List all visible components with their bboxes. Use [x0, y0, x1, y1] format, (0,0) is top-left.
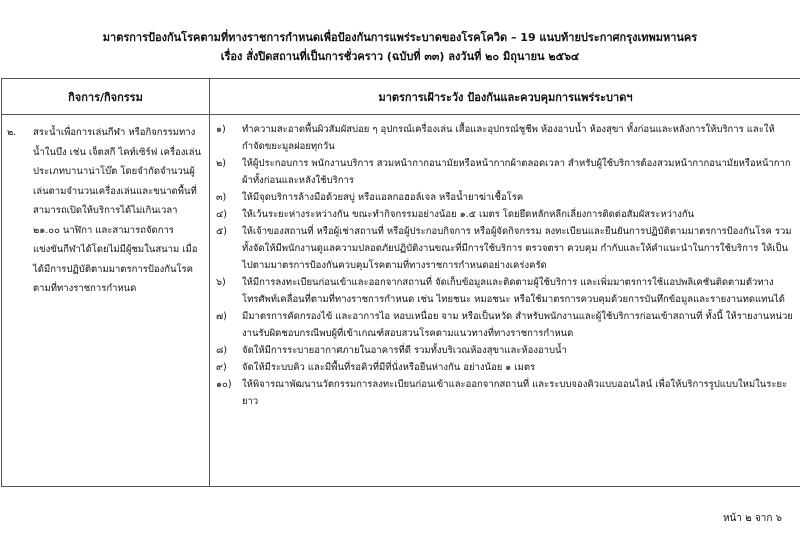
- measure-text: ให้เจ้าของสถานที่ หรือผู้เช่าสถานที่ หรือผู้ประกอบกิจการ หรือผู้จัดกิจกรรม ลงทะเบียนและยืนยันการปฏิบัติตามมาตรการป้องกันโรค รวมทั้งจัดให้มีพนักงานดูแลความปลอดภัยปฏิบัติงานขณะที่มีการใช้บริการ ตรวจตรา ควบคุม กำกับและให้คำแนะนำในการใช้บริการ ให้เป็นไปตามมาตรการป้องกันควบคุมโรคตามที่ทางราชการกำหนดอย่างเคร่งครัด: [242, 226, 792, 271]
- measure-text: ให้เว้นระยะห่างระหว่างกัน ขณะทำกิจกรรมอย่างน้อย ๑.๕ เมตร โดยยึดหลักหลีกเลี่ยงการติดต่อสัมผัสระหว่างกัน: [242, 209, 695, 220]
- activity-number: ๒.: [7, 127, 17, 138]
- measure-item: [216, 359, 793, 376]
- column-header-activity: กิจการ/กิจกรรม: [2, 79, 210, 115]
- measure-number: ๑): [216, 124, 226, 135]
- measure-text: จัดให้มีระบบคิว และมีพื้นที่รอคิวที่มีที่นั่งหรือยืนห่างกัน อย่างน้อย ๑ เมตร: [242, 362, 536, 373]
- measure-number: ๗): [216, 311, 227, 322]
- measure-number: ๘): [216, 345, 228, 356]
- measures-table: [1, 78, 800, 487]
- measure-item: [216, 155, 793, 189]
- measure-item: [216, 274, 793, 308]
- measure-item: [216, 189, 793, 206]
- measures-list: [210, 115, 800, 410]
- column-header-measures: มาตรการเฝ้าระวัง ป้องกันและควบคุมการแพร่ระบาดฯ: [210, 79, 800, 115]
- measure-text: ทำความสะอาดพื้นผิวสัมผัสบ่อย ๆ อุปกรณ์เครื่องเล่น เสื้อและอุปกรณ์ชูชีพ ห้องอาบน้ำ ห้องสุขา ทั้งก่อนและหลังการให้บริการ และให้กำจัดขยะมูลฝอยทุกวัน: [242, 124, 775, 152]
- measure-number: ๙): [216, 362, 227, 373]
- measure-item: [216, 206, 793, 223]
- activity-cell: [2, 115, 210, 487]
- header-subtitle: เรื่อง สั่งปิดสถานที่เป็นการชั่วคราว (ฉบับที่ ๓๓) ลงวันที่ ๒๐ มิถุนายน ๒๕๖๔: [220, 50, 580, 63]
- header-title: มาตรการป้องกันโรคตามที่ทางราชการกำหนดเพื่อป้องกันการแพร่ระบาดของโรคโควิด – 19 แนบท้ายประกาศกรุงเทพมหานคร: [102, 31, 698, 44]
- activity-text: สระน้ำเพื่อการเล่นกีฬา หรือกิจกรรมทางน้ำในบึง เช่น เจ็ตสกี ไคท์เซิร์ฟ เครื่องเล่นประเภทบานาน่าโบ๊ต โดยจำกัดจำนวนผู้เล่นตามจำนวนเครื่องเล่นและขนาดพื้นที่ สามารถเปิดให้บริการได้ไม่เกินเวลา ๒๑.๐๐ นาฬิกา และสามารถจัดการแข่งขันกีฬาได้โดยไม่มีผู้ชมในสนาม เมื่อได้มีการปฏิบัติตามมาตรการป้องกันโรคตามที่ทางราชการกำหนด: [33, 127, 201, 294]
- measure-number: ๖): [216, 277, 226, 288]
- document-header: [0, 28, 800, 66]
- measure-text: ให้พิจารณาพัฒนานวัตกรรมการลงทะเบียนก่อนเข้าและออกจากสถานที่ และระบบจองคิวแบบออนไลน์ เพื่อให้บริการรูปแบบใหม่ในระยะยาว: [242, 379, 788, 407]
- measures-cell: [210, 115, 800, 487]
- measure-number: ๕): [216, 226, 227, 237]
- measure-item: [216, 223, 793, 274]
- measure-text: ให้มีการลงทะเบียนก่อนเข้าและออกจากสถานที่ จัดเก็บข้อมูลและติดตามผู้ใช้บริการ และเพิ่มมาตรการใช้แอปพลิเคชันติดตามตัวทางโทรศัพท์เคลื่อนที่ตามที่ทางราชการกำหนด เช่น ไทยชนะ หมอชนะ หรือใช้มาตรการควบคุมด้วยการบันทึกข้อมูลและรายงานทดแทนได้: [242, 277, 785, 305]
- activity-item: [2, 115, 209, 299]
- measure-number: ๓): [216, 192, 227, 203]
- measure-number: ๔): [216, 209, 227, 220]
- measure-item: [216, 121, 793, 155]
- measure-text: มีมาตรการคัดกรองไข้ และอาการไอ หอบเหนื่อย จาม หรือเป็นหวัด สำหรับพนักงานและผู้ใช้บริการก่อนเข้าสถานที่ ทั้งนี้ ให้รายงานหน่วยงานรับผิดชอบกรณีพบผู้ที่เข้าเกณฑ์สอบสวนโรคตามแนวทางที่ทางราชการกำหนด: [242, 311, 793, 339]
- measure-number: ๑๐): [216, 379, 232, 390]
- measure-number: ๒): [216, 158, 226, 169]
- table-header-row: [2, 79, 800, 115]
- measure-item: [216, 308, 793, 342]
- measure-item: [216, 376, 793, 410]
- page-number: หน้า ๒ จาก ๖: [722, 513, 782, 524]
- measure-text: ให้มีจุดบริการล้างมือด้วยสบู่ หรือแอลกอฮอล์เจล หรือน้ำยาฆ่าเชื้อโรค: [242, 192, 524, 203]
- table-row: [2, 115, 800, 487]
- measure-item: [216, 342, 793, 359]
- measure-text: จัดให้มีการระบายอากาศภายในอาคารที่ดี รวมทั้งบริเวณห้องสุขาและห้องอาบน้ำ: [242, 345, 567, 356]
- measure-text: ให้ผู้ประกอบการ พนักงานบริการ สวมหน้ากากอนามัยหรือหน้ากากผ้าตลอดเวลา สำหรับผู้ใช้บริการต้องสวมหน้ากากอนามัยหรือหน้ากากผ้าทั้งก่อนและหลังใช้บริการ: [242, 158, 791, 186]
